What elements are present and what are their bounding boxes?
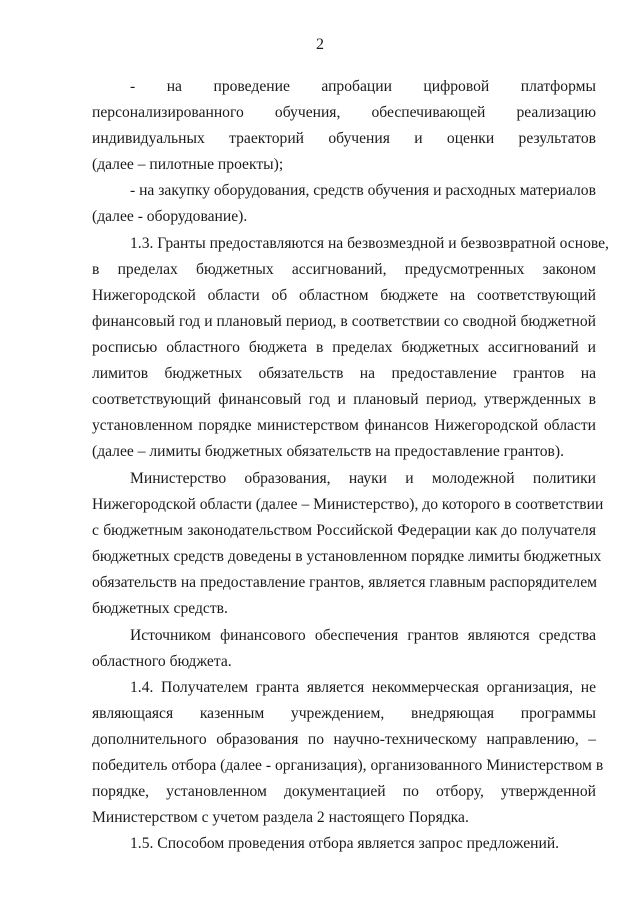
- text-line: дополнительного образования по научно-техническому направлению, –: [92, 731, 596, 748]
- text-line: лимитов бюджетных обязательств на предоставление грантов на: [92, 365, 596, 382]
- text-line: с бюджетным законодательством Российской Федерации как до получателя: [92, 522, 596, 539]
- text-line: - на закупку оборудования, средств обучения и расходных материалов: [130, 182, 596, 199]
- text-line: Министерством с учетом раздела 2 настоящего Порядка.: [92, 809, 469, 826]
- text-line: Источником финансового обеспечения грантов являются средства: [130, 627, 596, 644]
- text-line: Нижегородской области об областном бюджете на соответствующий: [92, 287, 596, 304]
- text-line: (далее – пилотные проекты);: [92, 156, 284, 173]
- text-line: Нижегородской области (далее – Министерство), до которого в соответствии: [92, 496, 604, 513]
- text-line: 1.4. Получателем гранта является некоммерческая организация, не: [130, 679, 596, 696]
- text-line: 1.5. Способом проведения отбора является запрос предложений.: [130, 835, 560, 852]
- text-line: росписью областного бюджета в пределах бюджетных ассигнований и: [92, 339, 596, 356]
- text-line: победитель отбора (далее - организация), организованного Министерством в: [92, 757, 604, 774]
- text-line: индивидуальных траекторий обучения и оценки результатов: [92, 130, 596, 147]
- text-line: являющаяся казенным учреждением, внедряющая программы: [92, 705, 596, 722]
- text-line: установленном порядке министерством финансов Нижегородской области: [92, 417, 596, 434]
- text-line: (далее – лимиты бюджетных обязательств на предоставление грантов).: [92, 443, 564, 460]
- text-line: - на проведение апробации цифровой платформы: [130, 78, 596, 95]
- text-line: 1.3. Гранты предоставляются на безвозмездной и безвозвратной основе,: [130, 235, 609, 252]
- text-line: в пределах бюджетных ассигнований, предусмотренных законом: [92, 261, 596, 278]
- text-line: (далее - оборудование).: [92, 208, 248, 225]
- text-line: областного бюджета.: [92, 653, 232, 670]
- text-line: бюджетных средств.: [92, 600, 228, 617]
- text-line: бюджетных средств доведены в установленном порядке лимиты бюджетных: [92, 548, 602, 565]
- text-line: обязательств на предоставление грантов, является главным распорядителем: [92, 574, 597, 591]
- text-line: финансовый год и плановый период, в соответствии со сводной бюджетной: [92, 313, 596, 330]
- text-line: порядке, установленном документацией по отбору, утвержденной: [92, 783, 596, 800]
- page-number: 2: [316, 36, 324, 53]
- text-line: Министерство образования, науки и молодежной политики: [130, 470, 596, 487]
- text-line: персонализированного обучения, обеспечивающей реализацию: [92, 104, 596, 121]
- text-line: соответствующий финансовый год и плановый период, утвержденных в: [92, 391, 596, 408]
